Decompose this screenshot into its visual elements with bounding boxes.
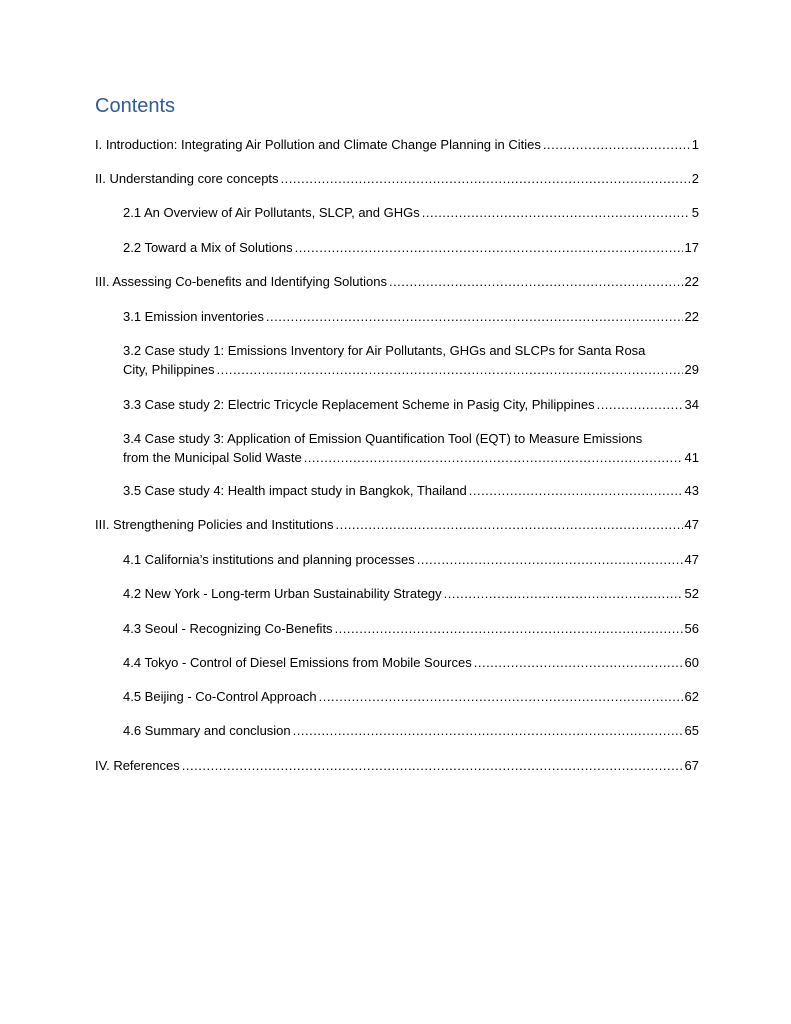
toc-entry-label: 4.2 New York - Long-term Urban Sustainability Strategy: [123, 586, 442, 601]
toc-entry-case-study-4[interactable]: [123, 481, 699, 500]
toc-entry-label-line1: 3.4 Case study 3: Application of Emission Quantification Tool (EQT) to Measure Emissions: [123, 431, 643, 446]
dot-leader: [389, 272, 683, 291]
toc-entry-mix-of-solutions[interactable]: [123, 238, 699, 257]
dot-leader: [293, 721, 683, 740]
dot-leader: [182, 756, 683, 775]
toc-entry-label: 4.5 Beijing - Co-Control Approach: [123, 689, 317, 704]
toc-page-number: 22: [684, 274, 699, 289]
dot-leader: [319, 687, 683, 706]
toc-page-number: 29: [684, 362, 699, 377]
dot-leader: [335, 619, 683, 638]
toc-entry-label: II. Understanding core concepts: [95, 171, 279, 186]
dot-leader: [543, 135, 690, 154]
toc-entry-label: 4.3 Seoul - Recognizing Co-Benefits: [123, 621, 333, 636]
dot-leader: [417, 550, 683, 569]
toc-page-number: 34: [684, 397, 699, 412]
toc-entry-beijing[interactable]: [123, 687, 699, 706]
toc-entry-case-study-2[interactable]: [123, 395, 699, 414]
toc-page-number: 52: [684, 586, 699, 601]
toc-entry-summary-conclusion[interactable]: [123, 721, 699, 740]
dot-leader: [422, 203, 690, 222]
toc-entry-new-york[interactable]: [123, 584, 699, 603]
toc-entry-label-line1: 3.2 Case study 1: Emissions Inventory for Air Pollutants, GHGs and SLCPs for Santa Rosa: [123, 343, 646, 358]
toc-entry-assessing-co-benefits[interactable]: [95, 272, 699, 291]
toc-entry-case-study-3[interactable]: [123, 429, 699, 467]
toc-entry-label: III. Assessing Co-benefits and Identifying Solutions: [95, 274, 387, 289]
toc-entry-label: 3.3 Case study 2: Electric Tricycle Replacement Scheme in Pasig City, Philippines: [123, 397, 595, 412]
toc-entry-label: 4.6 Summary and conclusion: [123, 723, 291, 738]
toc-entry-strengthening-policies[interactable]: [95, 515, 699, 534]
dot-leader: [304, 448, 683, 467]
toc-entry-references[interactable]: [95, 756, 699, 775]
toc-entry-label: 3.5 Case study 4: Health impact study in Bangkok, Thailand: [123, 483, 467, 498]
toc-entry-label: IV. References: [95, 758, 180, 773]
toc-page-number: 56: [684, 621, 699, 636]
toc-entry-overview-pollutants[interactable]: [123, 203, 699, 222]
dot-leader: [444, 584, 683, 603]
toc-page-number: 60: [684, 655, 699, 670]
toc-page-number: 1: [691, 137, 699, 152]
toc-page-number: 62: [684, 689, 699, 704]
toc-entry-emission-inventories[interactable]: [123, 307, 699, 326]
toc-entry-seoul[interactable]: [123, 619, 699, 638]
toc-entry-label: 3.1 Emission inventories: [123, 309, 264, 324]
dot-leader: [217, 360, 683, 379]
dot-leader: [281, 169, 690, 188]
toc-entry-label: 2.2 Toward a Mix of Solutions: [123, 240, 293, 255]
toc-entry-label: III. Strengthening Policies and Institutions: [95, 517, 334, 532]
dot-leader: [335, 515, 682, 534]
toc-entry-introduction[interactable]: [95, 135, 699, 154]
page-title: Contents: [95, 95, 176, 117]
toc-page-number: 47: [684, 517, 699, 532]
toc-entry-tokyo[interactable]: [123, 653, 699, 672]
toc-page-number: 5: [691, 205, 699, 220]
toc-entry-label: 4.4 Tokyo - Control of Diesel Emissions from Mobile Sources: [123, 655, 472, 670]
toc-page-number: 22: [684, 309, 699, 324]
toc-page-number: 67: [684, 758, 699, 773]
toc-entry-core-concepts[interactable]: [95, 169, 699, 188]
dot-leader: [295, 238, 683, 257]
toc-entry-label: 4.1 California’s institutions and planning processes: [123, 552, 415, 567]
dot-leader: [469, 481, 683, 500]
toc-entry-label-line2: from the Municipal Solid Waste: [123, 450, 302, 465]
toc-page-number: 65: [684, 723, 699, 738]
toc-entry-case-study-1[interactable]: [123, 341, 699, 379]
toc-entry-california[interactable]: [123, 550, 699, 569]
toc-page-number: 47: [684, 552, 699, 567]
dot-leader: [474, 653, 683, 672]
toc-page-number: 17: [684, 240, 699, 255]
toc-entry-label: 2.1 An Overview of Air Pollutants, SLCP, and GHGs: [123, 205, 420, 220]
toc-page-number: 41: [684, 450, 699, 465]
toc-page-number: 2: [691, 171, 699, 186]
toc-page-number: 43: [684, 483, 699, 498]
toc-entry-label-line2: City, Philippines: [123, 362, 215, 377]
toc-entry-label: I. Introduction: Integrating Air Pollution and Climate Change Planning in Cities: [95, 137, 541, 152]
dot-leader: [266, 307, 683, 326]
dot-leader: [597, 395, 683, 414]
